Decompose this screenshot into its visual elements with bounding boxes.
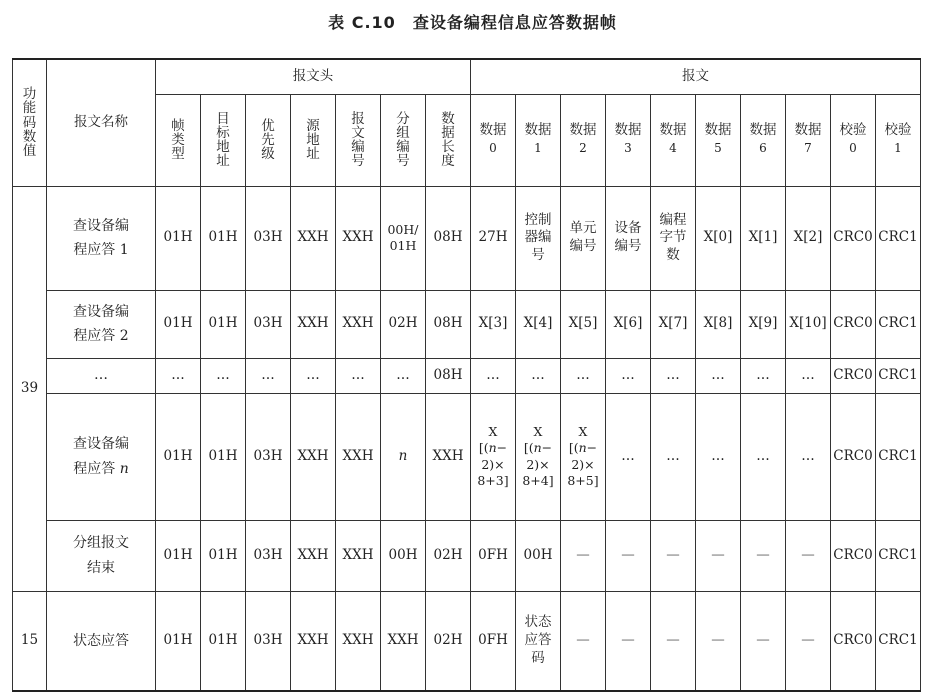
table-cell: XXH xyxy=(336,591,381,691)
table-cell: … xyxy=(606,393,651,520)
table-cell: … xyxy=(741,358,786,393)
table-cell: … xyxy=(516,358,561,393)
table-cell: XXH xyxy=(426,393,471,520)
table-cell: … xyxy=(291,358,336,393)
table-cell: X[5] xyxy=(561,290,606,358)
column-header: 分 组 编 号 xyxy=(381,94,426,186)
table-cell: XXH xyxy=(336,186,381,290)
table-cell: 03H xyxy=(246,393,291,520)
table-cell: 00H xyxy=(516,520,561,591)
table-cell: X[3] xyxy=(471,290,516,358)
table-cell: XXH xyxy=(381,591,426,691)
msg-name-cell: 查设备编 程应答 1 xyxy=(47,186,156,290)
table-cell: XXH xyxy=(291,186,336,290)
table-cell: … xyxy=(696,393,741,520)
table-cell: … xyxy=(201,358,246,393)
table-cell: 编程 字节 数 xyxy=(651,186,696,290)
column-header: 源 地 址 xyxy=(291,94,336,186)
table-cell: CRC1 xyxy=(876,393,921,520)
table-cell: XXH xyxy=(291,393,336,520)
msg-name-cell: 分组报文 结束 xyxy=(47,520,156,591)
msg-name-cell: … xyxy=(47,358,156,393)
table-cell: CRC1 xyxy=(876,591,921,691)
table-cell: 02H xyxy=(381,290,426,358)
table-cell: 01H xyxy=(201,393,246,520)
table-cell: 03H xyxy=(246,186,291,290)
msg-name-cell: 查设备编 程应答 n xyxy=(47,393,156,520)
table-cell: 03H xyxy=(246,290,291,358)
table-cell: 00H xyxy=(381,520,426,591)
table-cell: … xyxy=(651,393,696,520)
column-header: 帧 类 型 xyxy=(156,94,201,186)
table-cell: … xyxy=(381,358,426,393)
table-cell: X [(n− 2)× 8+3] xyxy=(471,393,516,520)
table-cell: XXH xyxy=(336,520,381,591)
table-cell: 02H xyxy=(426,520,471,591)
table-cell: — xyxy=(786,591,831,691)
table-cell: — xyxy=(696,520,741,591)
table-cell: XXH xyxy=(291,591,336,691)
table-cell: X[7] xyxy=(651,290,696,358)
group-header-head: 报文头 xyxy=(156,59,471,94)
table-cell: 08H xyxy=(426,290,471,358)
table-cell: 03H xyxy=(246,520,291,591)
table-cell: XXH xyxy=(336,290,381,358)
column-header: 校验 1 xyxy=(876,94,921,186)
table-cell: 02H xyxy=(426,591,471,691)
table-cell: 01H xyxy=(156,186,201,290)
table-cell: XXH xyxy=(336,393,381,520)
func-code-cell: 39 xyxy=(13,186,47,591)
table-cell: … xyxy=(246,358,291,393)
table-cell: X[6] xyxy=(606,290,651,358)
table-cell: 08H xyxy=(426,186,471,290)
table-cell: 01H xyxy=(201,186,246,290)
column-header: 数据 6 xyxy=(741,94,786,186)
table-title: 表 C.10 查设备编程信息应答数据帧 xyxy=(328,13,617,32)
table-cell: — xyxy=(606,520,651,591)
table-cell: 设备 编号 xyxy=(606,186,651,290)
table-cell: — xyxy=(741,591,786,691)
table-cell: X[1] xyxy=(741,186,786,290)
column-header: 校验 0 xyxy=(831,94,876,186)
table-cell: — xyxy=(561,591,606,691)
table-cell: X[0] xyxy=(696,186,741,290)
table-cell: XXH xyxy=(291,290,336,358)
table-cell: … xyxy=(156,358,201,393)
column-header: 数据 5 xyxy=(696,94,741,186)
column-header: 数据 7 xyxy=(786,94,831,186)
table-cell: … xyxy=(786,393,831,520)
msg-name-cell: 查设备编 程应答 2 xyxy=(47,290,156,358)
table-cell: 01H xyxy=(156,520,201,591)
table-cell: CRC0 xyxy=(831,591,876,691)
table-cell: X [(n− 2)× 8+5] xyxy=(561,393,606,520)
table-cell: — xyxy=(561,520,606,591)
table-cell: — xyxy=(741,520,786,591)
table-cell: … xyxy=(741,393,786,520)
table-cell: — xyxy=(696,591,741,691)
column-header: 报 文 编 号 xyxy=(336,94,381,186)
table-cell: CRC0 xyxy=(831,358,876,393)
table-cell: — xyxy=(651,520,696,591)
table-cell: 00H/ 01H xyxy=(381,186,426,290)
table-cell: … xyxy=(606,358,651,393)
table-cell: CRC1 xyxy=(876,290,921,358)
column-header: 数据 0 xyxy=(471,94,516,186)
data-frame-table xyxy=(12,58,921,692)
table-cell: … xyxy=(471,358,516,393)
table-cell: X[2] xyxy=(786,186,831,290)
func-code-cell: 15 xyxy=(13,591,47,691)
table-cell: X[4] xyxy=(516,290,561,358)
table-cell: X[9] xyxy=(741,290,786,358)
column-header: 目 标 地 址 xyxy=(201,94,246,186)
table-cell: — xyxy=(786,520,831,591)
msg-name-cell: 状态应答 xyxy=(47,591,156,691)
table-cell: n xyxy=(381,393,426,520)
table-cell: 01H xyxy=(201,520,246,591)
table-cell: 单元 编号 xyxy=(561,186,606,290)
table-cell: 01H xyxy=(156,591,201,691)
table-cell: 0FH xyxy=(471,520,516,591)
table-cell: CRC1 xyxy=(876,520,921,591)
column-header: 数据 4 xyxy=(651,94,696,186)
column-header: 数据 3 xyxy=(606,94,651,186)
group-header-body: 报文 xyxy=(471,59,921,94)
msg-name-header: 报文名称 xyxy=(47,59,156,186)
table-cell: 0FH xyxy=(471,591,516,691)
table-cell: XXH xyxy=(291,520,336,591)
table-cell: 控制 器编 号 xyxy=(516,186,561,290)
table-cell: CRC0 xyxy=(831,520,876,591)
table-cell: 27H xyxy=(471,186,516,290)
table-cell: CRC0 xyxy=(831,186,876,290)
column-header: 数 据 长 度 xyxy=(426,94,471,186)
table-cell: CRC0 xyxy=(831,290,876,358)
table-cell: 08H xyxy=(426,358,471,393)
table-cell: 01H xyxy=(156,393,201,520)
table-cell: CRC1 xyxy=(876,358,921,393)
column-header: 数据 1 xyxy=(516,94,561,186)
table-cell: … xyxy=(336,358,381,393)
table-cell: … xyxy=(696,358,741,393)
table-cell: X[8] xyxy=(696,290,741,358)
table-cell: 01H xyxy=(201,591,246,691)
table-cell: X[10] xyxy=(786,290,831,358)
table-cell: … xyxy=(651,358,696,393)
func-code-header: 功 能 码 数 值 xyxy=(13,59,47,186)
table-cell: 01H xyxy=(156,290,201,358)
table-cell: 03H xyxy=(246,591,291,691)
table-cell: 状态 应答 码 xyxy=(516,591,561,691)
table-cell: — xyxy=(606,591,651,691)
table-cell: … xyxy=(561,358,606,393)
table-cell: CRC0 xyxy=(831,393,876,520)
column-header: 数据 2 xyxy=(561,94,606,186)
table-cell: — xyxy=(651,591,696,691)
table-cell: X [(n− 2)× 8+4] xyxy=(516,393,561,520)
table-cell: … xyxy=(786,358,831,393)
table-cell: CRC1 xyxy=(876,186,921,290)
table-cell: 01H xyxy=(201,290,246,358)
column-header: 优 先 级 xyxy=(246,94,291,186)
